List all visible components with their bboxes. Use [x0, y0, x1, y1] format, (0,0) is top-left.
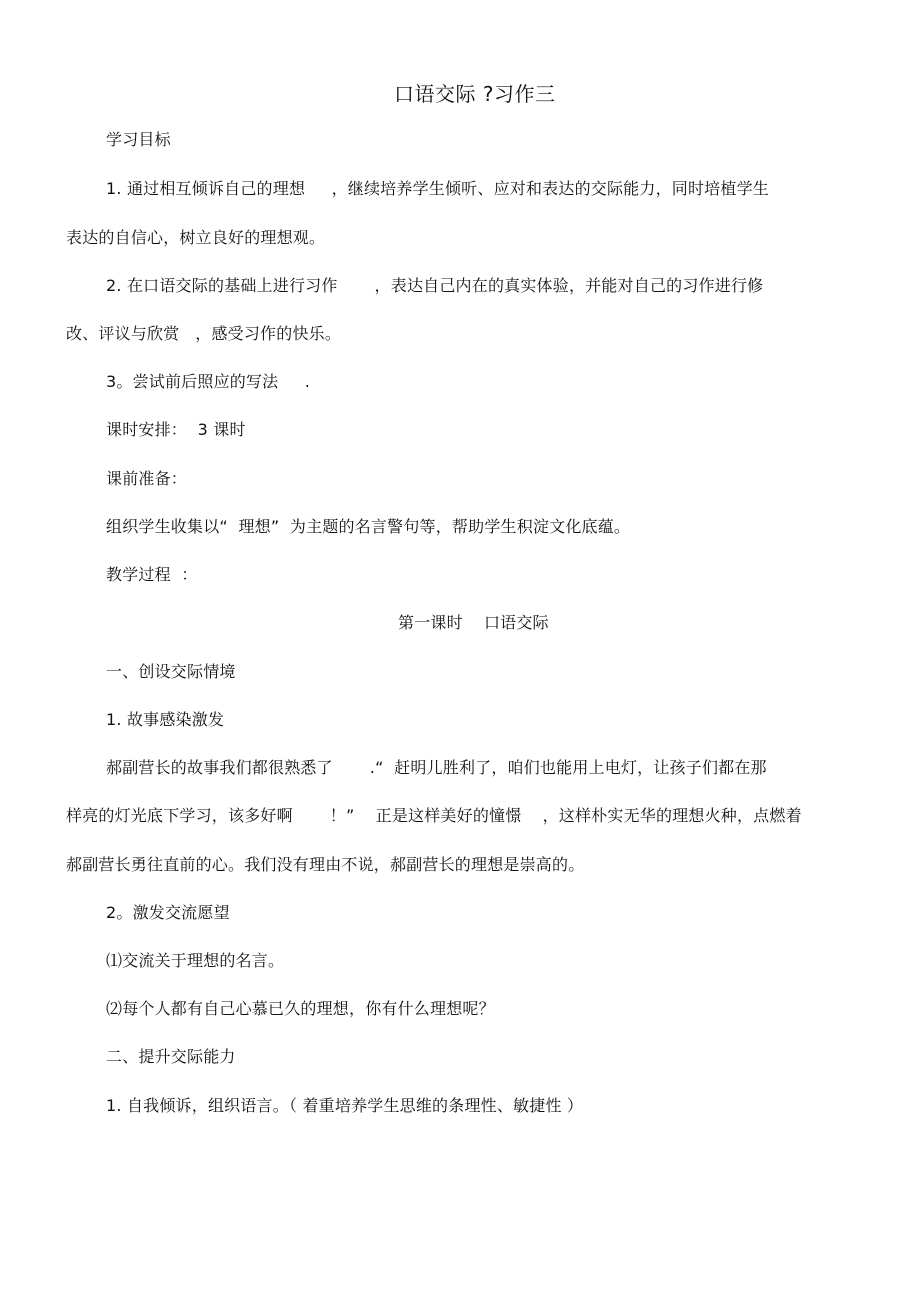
step-2-item-1: ⑴交流关于理想的名言。 — [106, 951, 285, 970]
step-3: 1. 自我倾诉，组织语言。（ 着重培养学生思维的条理性、敏捷性 ） — [106, 1096, 584, 1115]
process-heading: 教学过程 ： — [106, 565, 198, 584]
objective-1-line-1: 1. 通过相互倾诉自己的理想 ，继续培养学生倾听、应对和表达的交际能力，同时培植学生 — [106, 179, 769, 198]
objective-2-line-2: 改、评议与欣赏 ，感受习作的快乐。 — [66, 324, 342, 343]
step-2-item-2: ⑵每个人都有自己心慕已久的理想，你有什么理想呢？ — [106, 999, 495, 1018]
lesson-one-heading: 第一课时 口语交际 — [398, 613, 549, 632]
story-line-2: 样亮的灯光底下学习，该多好啊 ！” 正是这样美好的憧憬 ，这样朴实无华的理想火种，点燃着 — [66, 806, 802, 825]
section-one-heading: 一、创设交际情境 — [106, 662, 236, 681]
preparation-heading: 课前准备： — [106, 469, 188, 488]
objective-1-line-2: 表达的自信心，树立良好的理想观。 — [66, 228, 326, 247]
step-1-heading: 1. 故事感染激发 — [106, 710, 225, 729]
story-line-3: 郝副营长勇往直前的心。我们没有理由不说，郝副营长的理想是崇高的。 — [66, 855, 585, 874]
preparation-text: 组织学生收集以“ 理想” 为主题的名言警句等，帮助学生积淀文化底蕴。 — [106, 517, 631, 536]
schedule: 课时安排： 3 课时 — [106, 420, 246, 439]
step-2-heading: 2。激发交流愿望 — [106, 903, 230, 922]
objective-3: 3。尝试前后照应的写法 . — [106, 372, 311, 391]
objective-2-line-1: 2. 在口语交际的基础上进行习作 ，表达自己内在的真实体验，并能对自己的习作进行修 — [106, 276, 764, 295]
story-line-1: 郝副营长的故事我们都很熟悉了 .“ 赶明儿胜利了，咱们也能用上电灯，让孩子们都在那 — [106, 758, 767, 777]
document-title: 口语交际 ?习作三 — [394, 82, 556, 106]
objectives-heading: 学习目标 — [106, 130, 171, 149]
section-two-heading: 二、提升交际能力 — [106, 1047, 236, 1066]
